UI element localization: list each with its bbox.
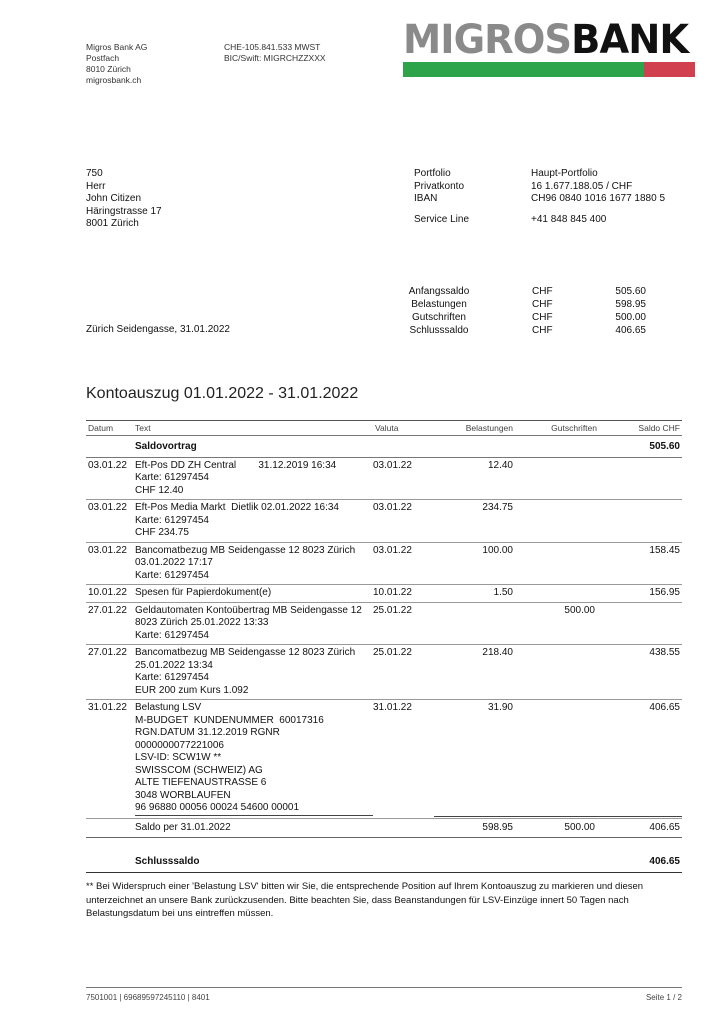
transaction-debit: 100.00: [482, 544, 513, 556]
transaction-debit: 31.90: [487, 702, 513, 713]
total-credit: 500.00: [564, 821, 595, 833]
transaction-date: 03.01.22: [88, 502, 127, 513]
transaction-text-line: Karte: 61297454: [135, 672, 209, 683]
transaction-text-line: Karte: 61297454: [135, 629, 209, 641]
total-debit: 598.95: [482, 821, 513, 833]
transaction-date: 27.01.22: [88, 604, 127, 616]
summary-value: 598.95: [615, 299, 646, 310]
transaction-text-line: Belastung LSV: [135, 702, 202, 713]
transaction-balance: 438.55: [649, 647, 680, 658]
transaction-credit: [513, 587, 605, 600]
table-header: [86, 420, 682, 436]
transaction-credit: [513, 460, 605, 498]
closing-balance: 406.65: [649, 856, 680, 867]
transaction-text-line: CHF 234.75: [135, 527, 189, 538]
closing-label: Schlusssaldo: [135, 856, 200, 867]
statement-title: Kontoauszug 01.01.2022 - 31.01.2022: [86, 385, 359, 402]
summary-label: Schlusssaldo: [409, 325, 469, 336]
account-info-label: IBAN: [414, 193, 438, 204]
bank-identifiers: [224, 42, 326, 64]
transaction-date: 27.01.22: [88, 647, 127, 658]
account-info-label: Service Line: [414, 213, 470, 225]
transaction-text-line: M-BUDGET KUNDENUMMER 60017316: [135, 714, 324, 726]
summary-row: [400, 311, 646, 324]
summary-value: 500.00: [615, 312, 646, 323]
transaction-text-line: Spesen für Papierdokument(e): [135, 587, 272, 598]
logo-migros: MIGROS: [403, 17, 572, 63]
transaction-date: 03.01.22: [88, 544, 127, 556]
footer-divider: [86, 987, 682, 988]
transaction-text-line: 96 96880 00056 00024 54600 00001: [135, 802, 300, 813]
transaction-text-line: Geldautomaten Kontoübertrag MB Seidengasse 12: [135, 604, 362, 616]
table-row: [86, 603, 682, 646]
closing-balance-row: [86, 853, 682, 873]
transaction-credit: [513, 545, 605, 583]
footer-reference: 7501001 | 69689597245110 | 8401: [86, 993, 210, 1002]
transaction-credit: [513, 702, 605, 816]
bank-address-line: Postfach: [86, 53, 120, 63]
transaction-text: [135, 587, 373, 600]
transaction-date: 10.01.22: [88, 587, 127, 598]
salutation: Herr: [86, 180, 106, 192]
transaction-text: [135, 460, 373, 498]
account-info-row: [414, 193, 665, 206]
summary-value: 406.65: [615, 325, 646, 336]
summary-currency: CHF: [532, 299, 553, 310]
customer-number: 750: [86, 168, 103, 179]
column-header-date: Datum: [88, 423, 114, 433]
bank-address: [86, 42, 147, 86]
transaction-valuta: 03.01.22: [373, 544, 412, 556]
transaction-text: [135, 702, 373, 816]
lsv-note: ** Bei Widerspruch einer 'Belastung LSV' bitten wir Sie, die entsprechende Position auf Ihrem Kontoauszug zu markieren und diesen unterzeichnet an unsere Bank zurückzusenden. Bitte beachten Sie, dass Beanstandungen für LSV-Einzüge innert 50 Tagen nach Belastungsdatum bei uns eintreffen müssen.: [86, 881, 644, 919]
migros-bank-logo: [403, 17, 695, 77]
transaction-text-line: SWISSCOM (SCHWEIZ) AG: [135, 764, 263, 776]
summary-row: [400, 285, 646, 298]
place-date: Zürich Seidengasse, 31.01.2022: [86, 324, 230, 335]
transaction-text-line: LSV-ID: SCW1W **: [135, 752, 222, 763]
transaction-balance: 158.45: [649, 544, 680, 556]
page-number: Seite 1 / 2: [645, 993, 682, 1002]
transaction-text: [135, 545, 373, 583]
account-info-value: CH96 0840 1016 1677 1880 5: [531, 193, 666, 204]
column-header-debit: Belastungen: [465, 423, 513, 433]
customer-name: John Citizen: [86, 193, 142, 204]
column-header-credit: Gutschriften: [551, 423, 597, 433]
table-row: [86, 458, 682, 501]
table-row: [86, 543, 682, 586]
bank-address-line: 8010 Zürich: [86, 64, 131, 74]
transaction-valuta: 03.01.22: [373, 459, 412, 471]
transaction-text-line: RGN.DATUM 31.12.2019 RGNR: [135, 727, 280, 738]
account-info-row: [414, 214, 665, 227]
transaction-valuta: 03.01.22: [373, 502, 412, 513]
opening-label: Saldovortrag: [135, 441, 197, 452]
transaction-text-line: 25.01.2022 13:34: [135, 659, 213, 671]
summary-row: [400, 324, 646, 337]
summary-currency: CHF: [532, 286, 553, 297]
opening-balance: 505.60: [649, 441, 680, 452]
transaction-valuta: 31.01.22: [373, 702, 412, 713]
account-info: [414, 168, 665, 226]
transaction-balance: 156.95: [649, 587, 680, 598]
transaction-text-line: 0000000077221006: [135, 739, 224, 751]
bank-address-line: Migros Bank AG: [86, 42, 148, 52]
recipient-address: [86, 168, 162, 231]
transaction-text-line: 8023 Zürich 25.01.2022 13:33: [135, 617, 269, 628]
summary-label: Anfangssaldo: [408, 286, 470, 297]
transaction-debit: 218.40: [482, 647, 513, 658]
table-row: [86, 585, 682, 603]
transaction-valuta: 25.01.22: [373, 647, 412, 658]
balance-summary: [400, 285, 646, 337]
transaction-text-line: Karte: 61297454: [135, 514, 209, 526]
summary-value: 505.60: [615, 286, 646, 297]
account-info-label: Portfolio: [414, 168, 451, 179]
summary-row: [400, 298, 646, 311]
period-total-label: Saldo per 31.01.2022: [135, 821, 231, 833]
transaction-text: [135, 502, 373, 540]
transaction-debit: 12.40: [487, 459, 513, 471]
table-row: [86, 500, 682, 543]
transaction-text-line: Bancomatbezug MB Seidengasse 12 8023 Zürich: [135, 544, 356, 556]
transaction-credit: [513, 502, 605, 540]
account-info-row: [414, 181, 665, 194]
transaction-text-line: Eft-Pos Media Markt Dietlik 02.01.2022 16:34: [135, 502, 339, 513]
transaction-text-line: 03.01.2022 17:17: [135, 557, 213, 568]
column-header-valuta: Valuta: [375, 423, 399, 433]
vat-number: CHE-105.841.533 MWST: [224, 42, 321, 52]
opening-balance-row: [86, 436, 682, 458]
transaction-text-line: Eft-Pos DD ZH Central 31.12.2019 16:34: [135, 459, 337, 471]
account-info-label: Privatkonto: [414, 180, 465, 192]
transaction-valuta: 25.01.22: [373, 604, 412, 616]
transaction-text-line: 3048 WORBLAUFEN: [135, 789, 231, 801]
logo-red-stripe: [644, 62, 695, 77]
bank-website: migrosbank.ch: [86, 75, 142, 85]
transaction-balance: [605, 460, 682, 498]
transaction-valuta: 10.01.22: [373, 587, 412, 598]
summary-label: Belastungen: [411, 299, 467, 310]
transaction-text-line: ALTE TIEFENAUSTRASSE 6: [135, 777, 267, 788]
logo-color-bar: [403, 62, 695, 77]
city: 8001 Zürich: [86, 218, 139, 229]
transaction-date: 03.01.22: [88, 459, 127, 471]
summary-currency: CHF: [532, 325, 553, 336]
account-info-value: 16 1.677.188.05 / CHF: [531, 180, 633, 192]
transaction-balance: [605, 502, 682, 540]
transaction-balance: 406.65: [649, 702, 680, 713]
transactions-table: [86, 420, 682, 873]
table-row: [86, 700, 682, 818]
logo-green-stripe: [403, 62, 644, 77]
transaction-credit: 500.00: [564, 604, 595, 616]
table-row: [86, 645, 682, 700]
total-balance: 406.65: [649, 821, 680, 833]
transaction-debit: [441, 605, 513, 643]
transaction-text: [135, 605, 373, 643]
transaction-text-line: EUR 200 zum Kurs 1.092: [135, 684, 249, 696]
transaction-text-line: Bancomatbezug MB Seidengasse 12 8023 Zürich: [135, 647, 356, 658]
logo-wordmark: [403, 17, 689, 63]
summary-currency: CHF: [532, 312, 553, 323]
account-info-row: [414, 168, 665, 181]
bic-swift: BIC/Swift: MIGRCHZZXXX: [224, 53, 326, 63]
transaction-text-line: CHF 12.40: [135, 484, 184, 496]
column-header-balance: Saldo CHF: [638, 423, 680, 433]
column-header-text: Text: [135, 423, 151, 433]
period-total-row: [86, 818, 682, 839]
transaction-balance: [605, 605, 682, 643]
transaction-debit: 1.50: [493, 587, 513, 598]
street: Häringstrasse 17: [86, 205, 162, 217]
logo-bank: BANK: [571, 17, 689, 63]
subtotal-underline: [434, 816, 682, 817]
transaction-credit: [513, 647, 605, 697]
transaction-rows: [86, 458, 682, 818]
transaction-date: 31.01.22: [88, 702, 127, 713]
transaction-text-line: Karte: 61297454: [135, 569, 209, 581]
transaction-text: [135, 647, 373, 697]
summary-label: Gutschriften: [412, 312, 466, 323]
service-line-phone: +41 848 845 400: [531, 213, 607, 225]
transaction-debit: 234.75: [482, 502, 513, 513]
account-info-value: Haupt-Portfolio: [531, 168, 598, 179]
transaction-text-line: Karte: 61297454: [135, 472, 209, 483]
